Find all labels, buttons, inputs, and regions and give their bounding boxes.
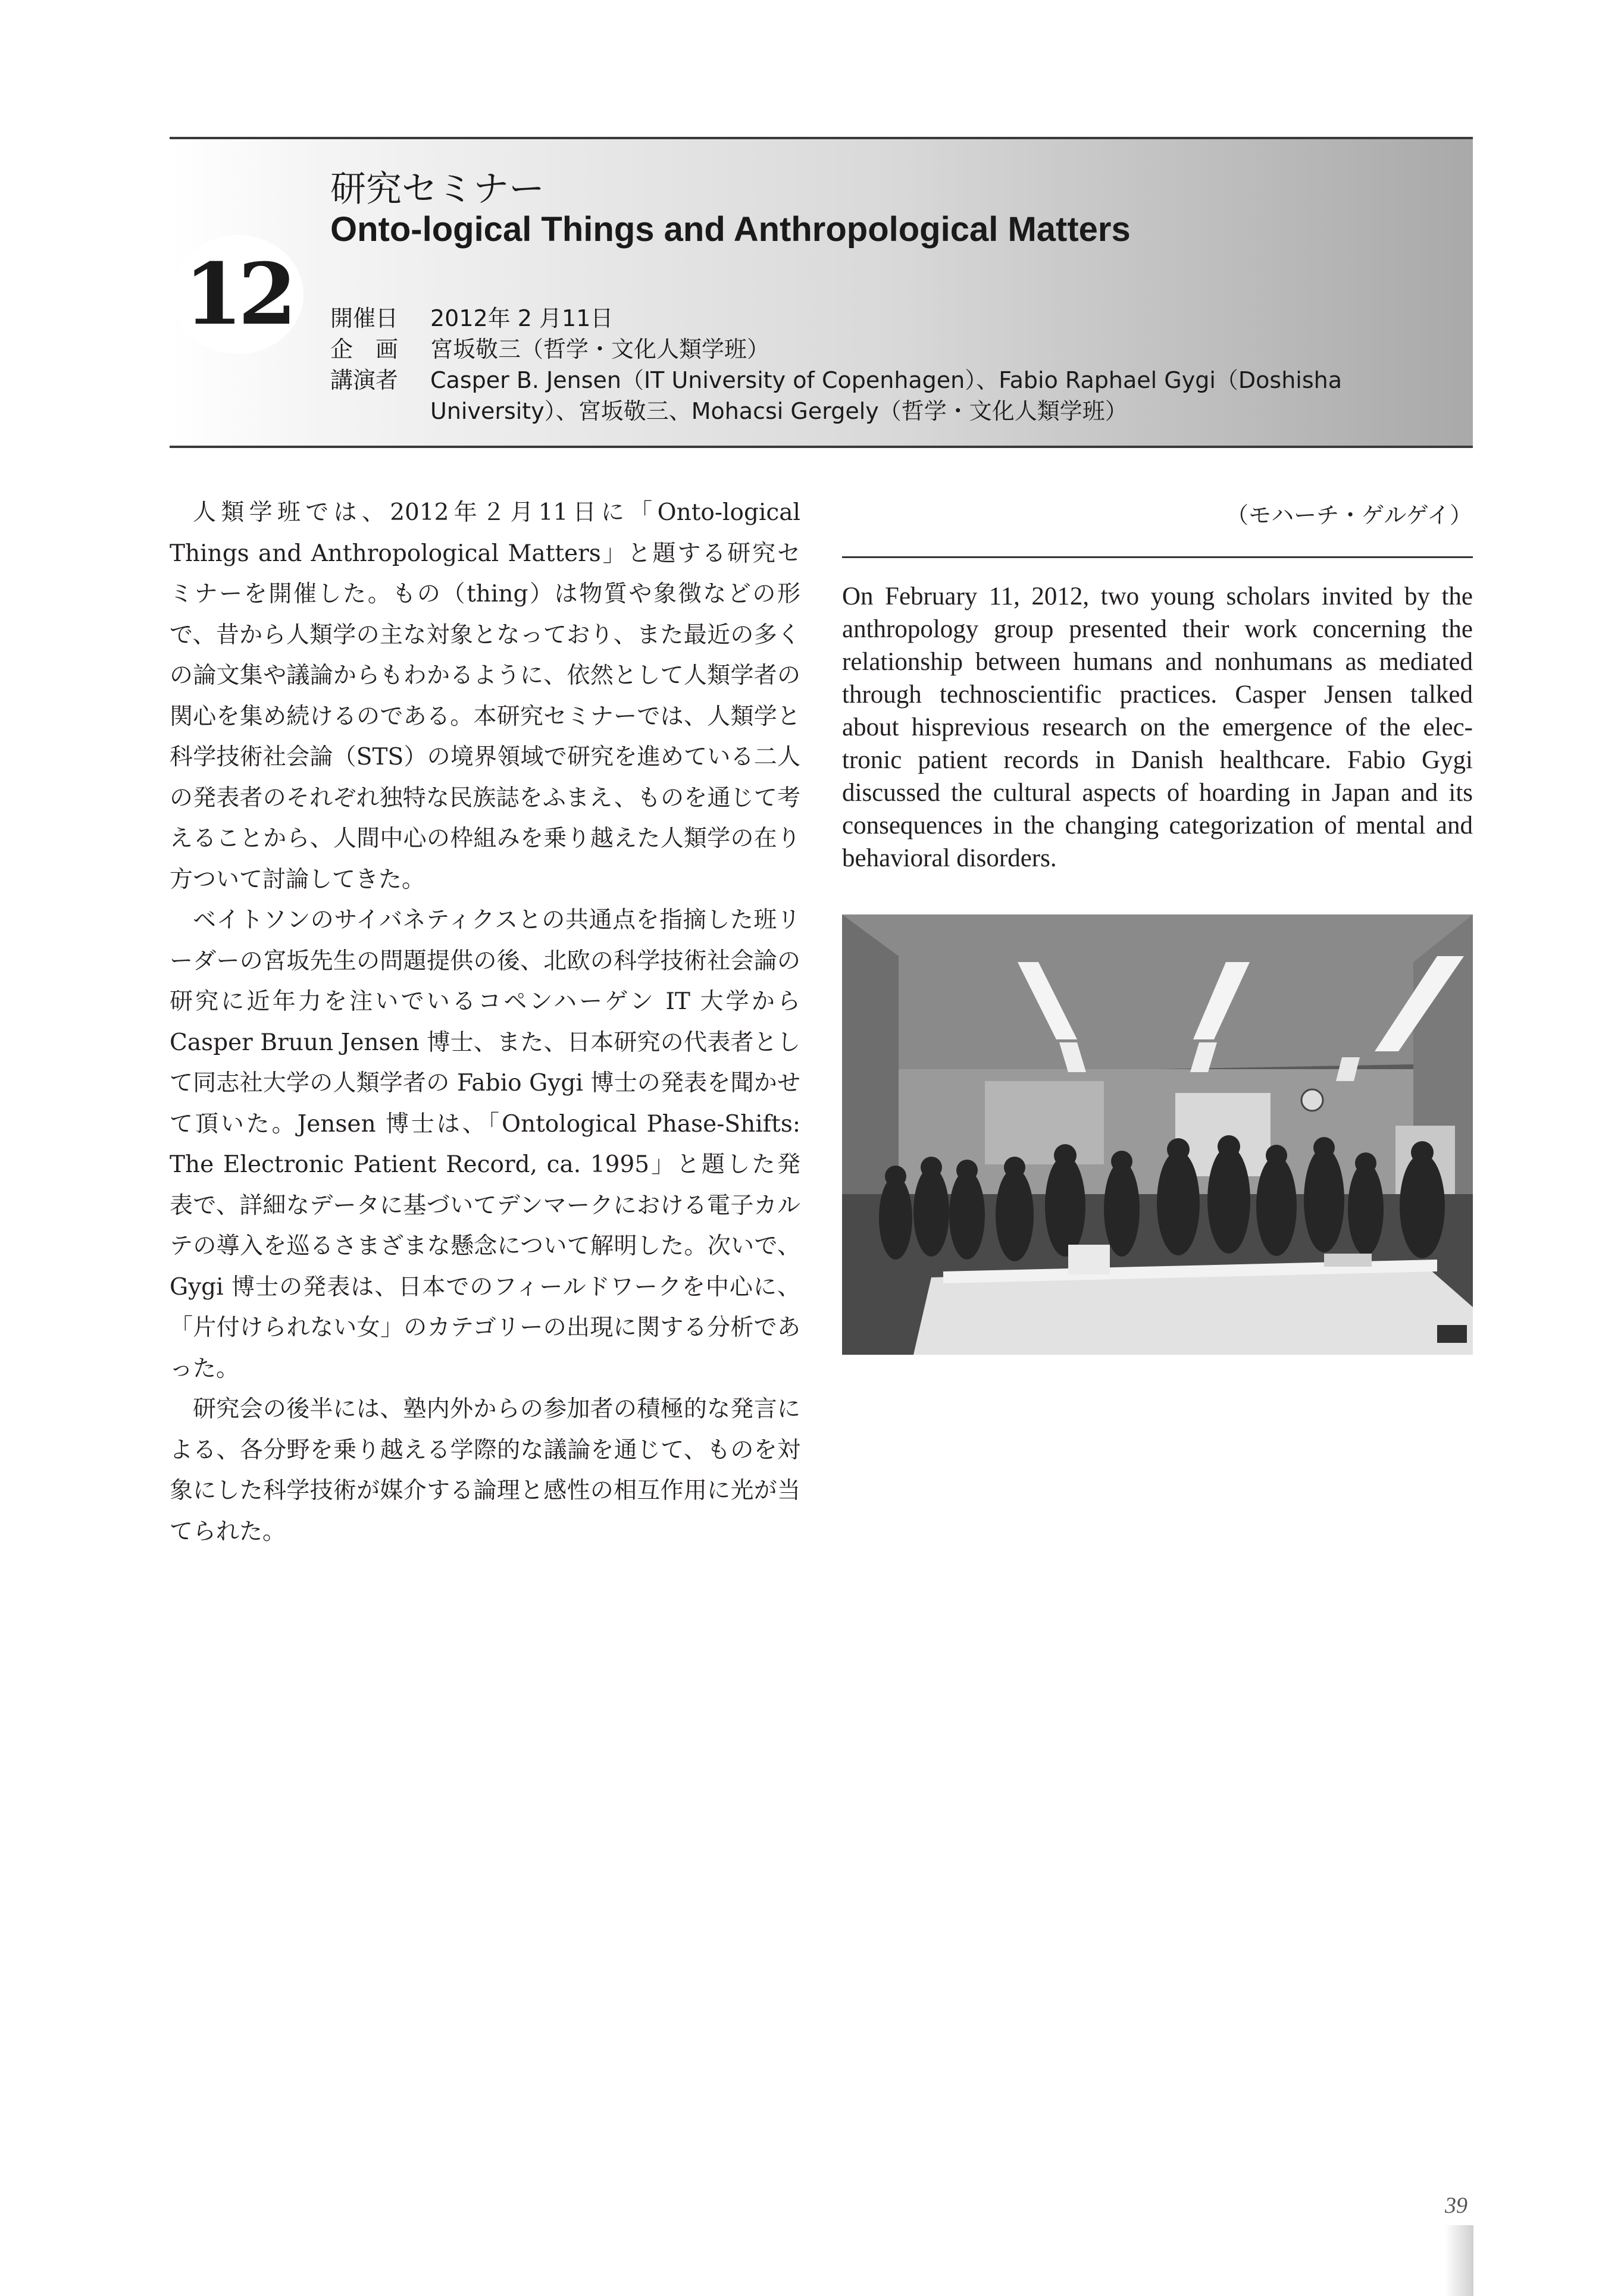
info-planner-value: 宮坂敬三（哲学・文化人類学班）: [430, 336, 770, 362]
author-name: （モハーチ・ゲルゲイ）: [1226, 502, 1472, 528]
info-date-value: 2012年 2 月11日: [430, 305, 614, 331]
column-divider: [842, 556, 1473, 558]
info-planner-label: 企 画: [330, 336, 399, 362]
jp-paragraph: 研究会の後半には、塾内外からの参加者の積極的な発言による、各分野を乗り越える学際的な議論を通じて、ものを対象にした科学技術が媒介する論理と感性の相互作用に光が当てられた。: [170, 1396, 800, 1545]
page-edge-tab: [1445, 2225, 1473, 2296]
page-number: 39: [1445, 2193, 1467, 2218]
english-summary: On February 11, 2012, two young scholars invited by the anthropology group presented their work concerning the relationship between humans and nonhumans as mediated through technoscientific practices. Casper Jensen talked about hisprevious research on the emergence of the elec-tronic patient records in Danish healthcare. Fabio Gygi discussed the cultural aspects of hoarding in Japan and its consequences in the changing categorization of mental and behavioral disorders.: [842, 582, 1473, 872]
title-english: Onto-logical Things and Anthropological Matters: [330, 210, 1131, 249]
seminar-group-photo: [842, 914, 1473, 1355]
info-speakers-value-line1: Casper B. Jensen（IT University of Copenhagen）、Fabio Raphael Gygi（Doshisha: [430, 367, 1343, 393]
info-date-label: 開催日: [330, 305, 399, 331]
info-speakers-value-line2: University）、宮坂敬三、Mohacsi Gergely（哲学・文化人類学班）: [430, 398, 1128, 424]
seminar-number: 12: [173, 235, 303, 354]
japanese-report: [170, 493, 800, 1552]
info-speakers-label: 講演者: [330, 367, 399, 393]
title-japanese: 研究セミナー: [330, 168, 545, 210]
jp-paragraph: ベイトソンのサイバネティクスとの共通点を指摘した班リーダーの宮坂先生の問題提供の後、北欧の科学技術社会論の研究に近年力を注いでいるコペンハーゲン IT 大学から Casper Bruun Jensen 博士、また、日本研究の代表者として同志社大学の人類学者の Fabio Gygi 博士の発表を聞かせて頂いた。Jensen 博士は、「Ontological Phase-Shifts: The Electronic Patient Record, ca. 1995」と題した発表で、詳細なデータに基づいてデンマークにおける電子カルテの導入を巡るさまざまな懸念について解明した。次いで、Gygi 博士の発表は、日本でのフィールドワークを中心に、「片付けられない女」のカテゴリーの出現に関する分析であった。: [170, 907, 800, 1382]
jp-paragraph: 人類学班では、2012年２月11日に「Onto-logical Things and Anthropological Matters」と題する研究セミナーを開催した。もの（thing）は物質や象徴などの形で、昔から人類学の主な対象となっており、また最近の多くの論文集や議論からもわかるように、依然として人類学者の関心を集め続けるのである。本研究セミナーでは、人類学と科学技術社会論（STS）の境界領域で研究を進めている二人の発表者のそれぞれ独特な民族誌をふまえ、ものを通じて考えることから、人間中心の枠組みを乗り越えた人類学の在り方ついて討論してきた。: [170, 499, 800, 893]
